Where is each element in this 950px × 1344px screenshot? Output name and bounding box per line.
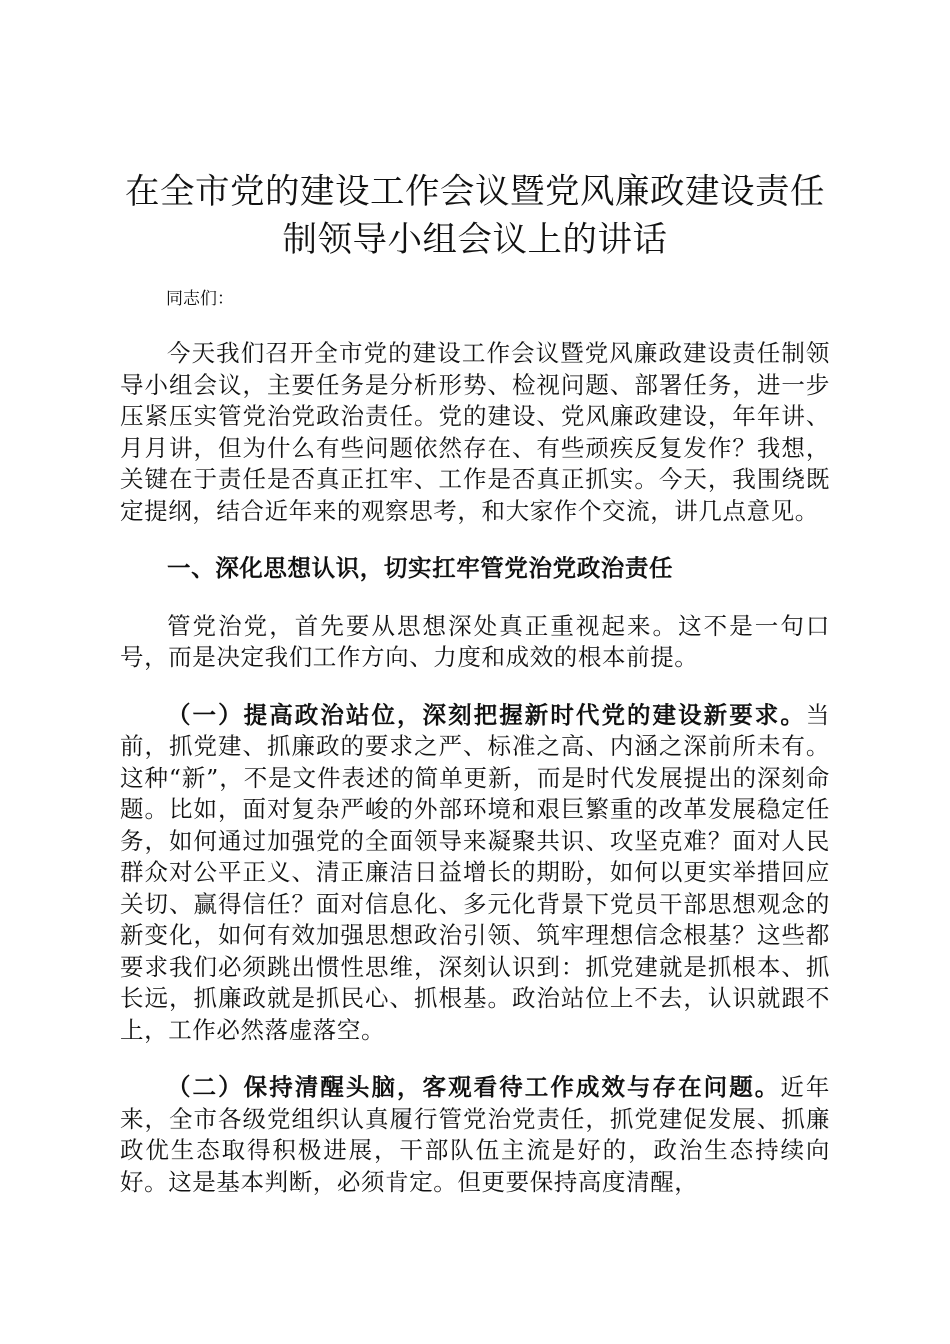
section-1-heading: 一、深化思想认识，切实扛牢管党治党政治责任 bbox=[167, 554, 674, 582]
subsection-2-paragraph bbox=[120, 1072, 830, 1198]
document-title bbox=[120, 168, 830, 264]
subsection-1-paragraph bbox=[120, 700, 830, 1047]
title-line-2: 制领导小组会议上的讲话 bbox=[282, 220, 668, 260]
subsection-2-body: 近年来，全市各级党组织认真履行管党治党责任，抓党建促发展、抓廉政优生态取得积极进展，干部队伍主流是好的，政治生态持续向好。这是基本判断，必须肯定。但更要保持高度清醒， bbox=[120, 1073, 830, 1196]
title-line-1: 在全市党的建设工作会议暨党风廉政建设责任 bbox=[125, 172, 825, 212]
intro-paragraph: 今天我们召开全市党的建设工作会议暨党风廉政建设责任制领导小组会议，主要任务是分析形势、检视问题、部署任务，进一步压紧压实管党治党政治责任。党的建设、党风廉政建设，年年讲、月月讲，但为什么有些问题依然存在、有些顽疾反复发作？我想，关键在于责任是否真正扛牢、工作是否真正抓实。今天，我围绕既定提纲，结合近年来的观察思考，和大家作个交流，讲几点意见。 bbox=[120, 339, 830, 525]
subsection-1-body: 当前，抓党建、抓廉政的要求之严、标准之高、内涵之深前所未有。这种“新”，不是文件表述的简单更新，而是时代发展提出的深刻命题。比如，面对复杂严峻的外部环境和艰巨繁重的改革发展稳定任务，如何通过加强党的全面领导来凝聚共识、攻坚克难？面对人民群众对公平正义、清正廉洁日益增长的期盼，如何以更实举措回应关切、赢得信任？面对信息化、多元化背景下党员干部思想观念的新变化，如何有效加强思想政治引领、筑牢理想信念根基？这些都要求我们必须跳出惯性思维，深刻认识到：抓党建就是抓根本、抓长远，抓廉政就是抓民心、抓根基。政治站位上不去，认识就跟不上，工作必然落虚落空。 bbox=[120, 700, 830, 1044]
salutation: 同志们： bbox=[166, 289, 234, 309]
subsection-2-lead: （二）保持清醒头脑，客观看待工作成效与存在问题。 bbox=[167, 1073, 781, 1101]
section-1-intro-paragraph: 管党治党，首先要从思想深处真正重视起来。这不是一句口号，而是决定我们工作方向、力度和成效的根本前提。 bbox=[120, 611, 830, 671]
subsection-1-lead: （一）提高政治站位，深刻把握新时代党的建设新要求。 bbox=[167, 700, 806, 729]
document-page bbox=[120, 168, 830, 1198]
